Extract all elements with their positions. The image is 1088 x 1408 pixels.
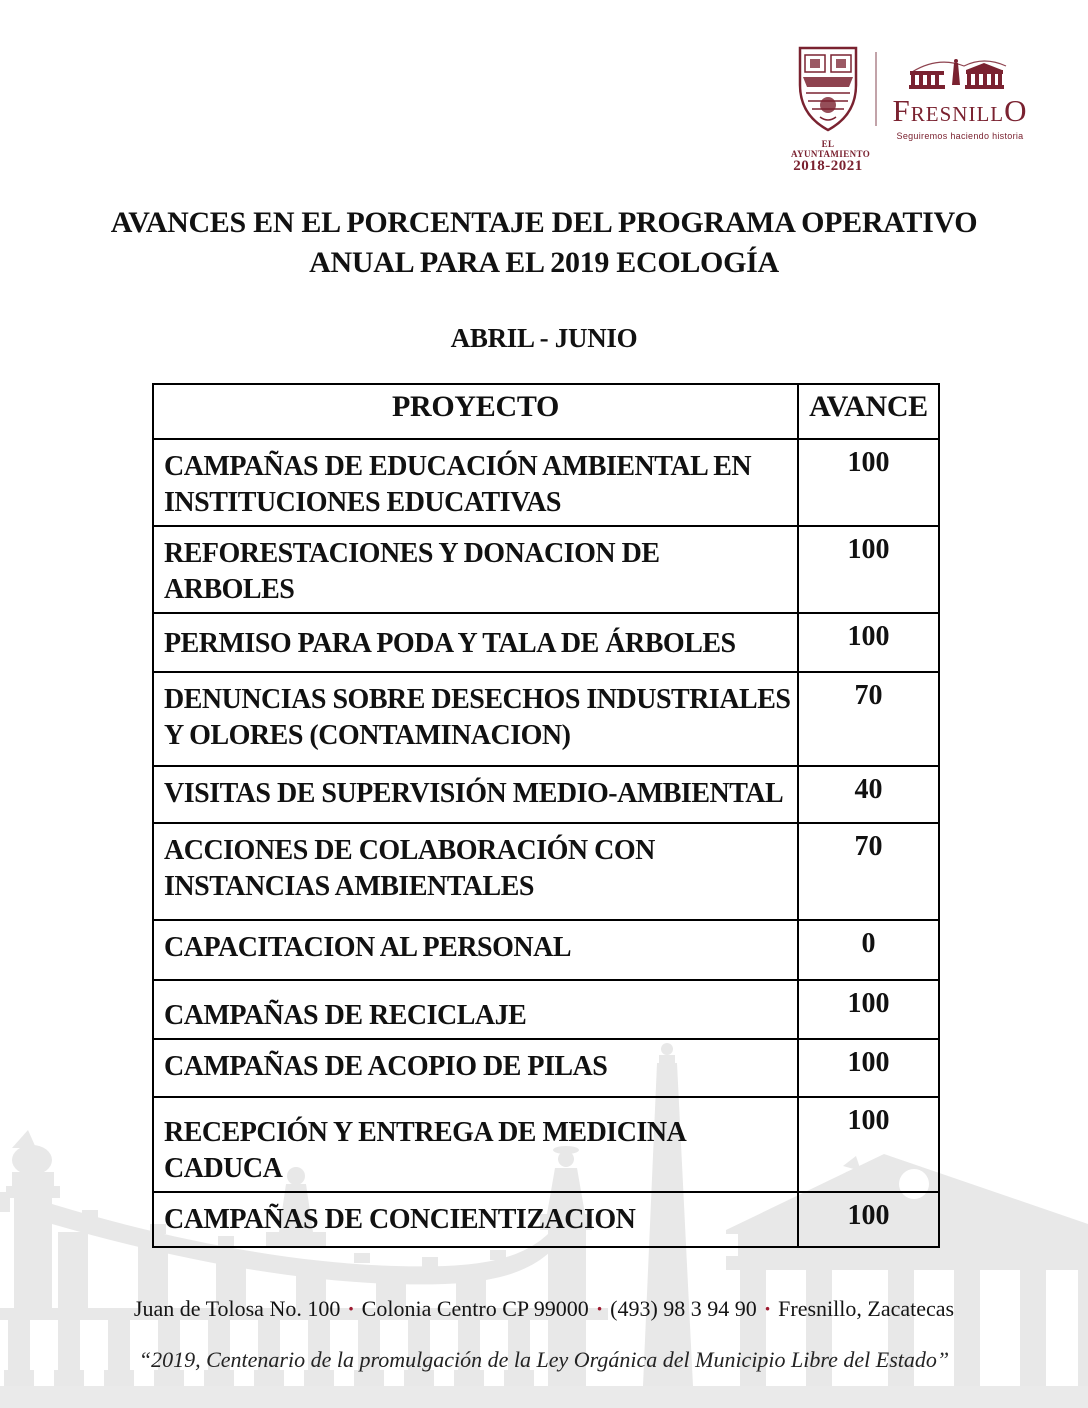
avance-cell: 100 [798, 1097, 939, 1192]
avance-cell: 40 [798, 766, 939, 823]
address-city: Fresnillo, Zacatecas [778, 1296, 955, 1321]
avance-cell: 100 [798, 439, 939, 526]
table-row [153, 526, 939, 613]
fresnillo-wordmark: FRESNILLO [892, 93, 1028, 128]
separator-dot: · [763, 1296, 772, 1321]
monument-icon [908, 56, 1012, 92]
table-row [153, 766, 939, 823]
proyecto-cell: CAPACITACION AL PERSONAL [153, 920, 798, 980]
proyecto-cell: CAMPAÑAS DE CONCIENTIZACION [153, 1192, 798, 1247]
title-line-1: AVANCES EN EL PORCENTAJE DEL PROGRAMA OPERATIVO [110, 206, 978, 239]
table-row [153, 823, 939, 920]
footer-quote: “2019, Centenario de la promulgación de la Ley Orgánica del Municipio Libre del Estado” [138, 1347, 950, 1372]
separator-dot: · [347, 1296, 355, 1321]
table-row [153, 1097, 939, 1192]
avances-table [152, 383, 940, 1248]
proyecto-cell: PERMISO PARA PODA Y TALA DE ÁRBOLES [153, 613, 798, 672]
proyecto-cell: ACCIONES DE COLABORACIÓN CON INSTANCIAS AMBIENTALES [153, 823, 798, 920]
avance-cell: 100 [798, 526, 939, 613]
table-row [153, 613, 939, 672]
avance-cell: 100 [798, 980, 939, 1039]
crest-shield-icon [796, 45, 860, 133]
separator-dot: · [595, 1296, 604, 1321]
table-row [153, 980, 939, 1039]
ayuntamiento-crest-logo [791, 45, 871, 174]
avance-cell: 100 [798, 1039, 939, 1097]
proyecto-cell: CAMPAÑAS DE ACOPIO DE PILAS [153, 1039, 798, 1097]
document-title [0, 203, 1088, 283]
proyecto-cell: DENUNCIAS SOBRE DESECHOS INDUSTRIALES Y OLORES (CONTAMINACION) [153, 672, 798, 766]
table-row [153, 920, 939, 980]
avance-cell: 70 [798, 823, 939, 920]
column-header-avance: AVANCE [798, 384, 939, 439]
table-row [153, 1192, 939, 1247]
logo-divider [875, 52, 877, 126]
proyecto-cell: RECEPCIÓN Y ENTREGA DE MEDICINA CADUCA [153, 1097, 798, 1192]
fresnillo-logo [891, 56, 1029, 141]
avance-cell: 0 [798, 920, 939, 980]
proyecto-cell: VISITAS DE SUPERVISIÓN MEDIO-AMBIENTAL [153, 766, 798, 823]
address-street: Juan de Tolosa No. 100 [133, 1296, 341, 1321]
table-row [153, 1039, 939, 1097]
proyecto-cell: CAMPAÑAS DE RECICLAJE [153, 980, 798, 1039]
address-colonia: Colonia Centro CP 99000 [361, 1296, 589, 1321]
address-phone: (493) 98 3 94 90 [610, 1296, 757, 1321]
proyecto-cell: REFORESTACIONES Y DONACION DE ARBOLES [153, 526, 798, 613]
table-row [153, 439, 939, 526]
column-header-proyecto: PROYECTO [153, 384, 798, 439]
avance-cell: 100 [798, 613, 939, 672]
table-row [153, 672, 939, 766]
crest-caption: EL AYUNTAMIENTO [791, 139, 871, 159]
proyecto-cell: CAMPAÑAS DE EDUCACIÓN AMBIENTAL EN INSTITUCIONES EDUCATIVAS [153, 439, 798, 526]
fresnillo-tagline: Seguiremos haciendo historia [896, 131, 1024, 141]
avance-cell: 70 [798, 672, 939, 766]
footer-address [0, 1296, 1088, 1322]
title-line-2: ANUAL PARA EL 2019 ECOLOGÍA [309, 246, 779, 279]
period-subtitle: ABRIL - JUNIO [450, 323, 638, 353]
avance-cell: 100 [798, 1192, 939, 1247]
crest-years: 2018-2021 [793, 158, 863, 174]
